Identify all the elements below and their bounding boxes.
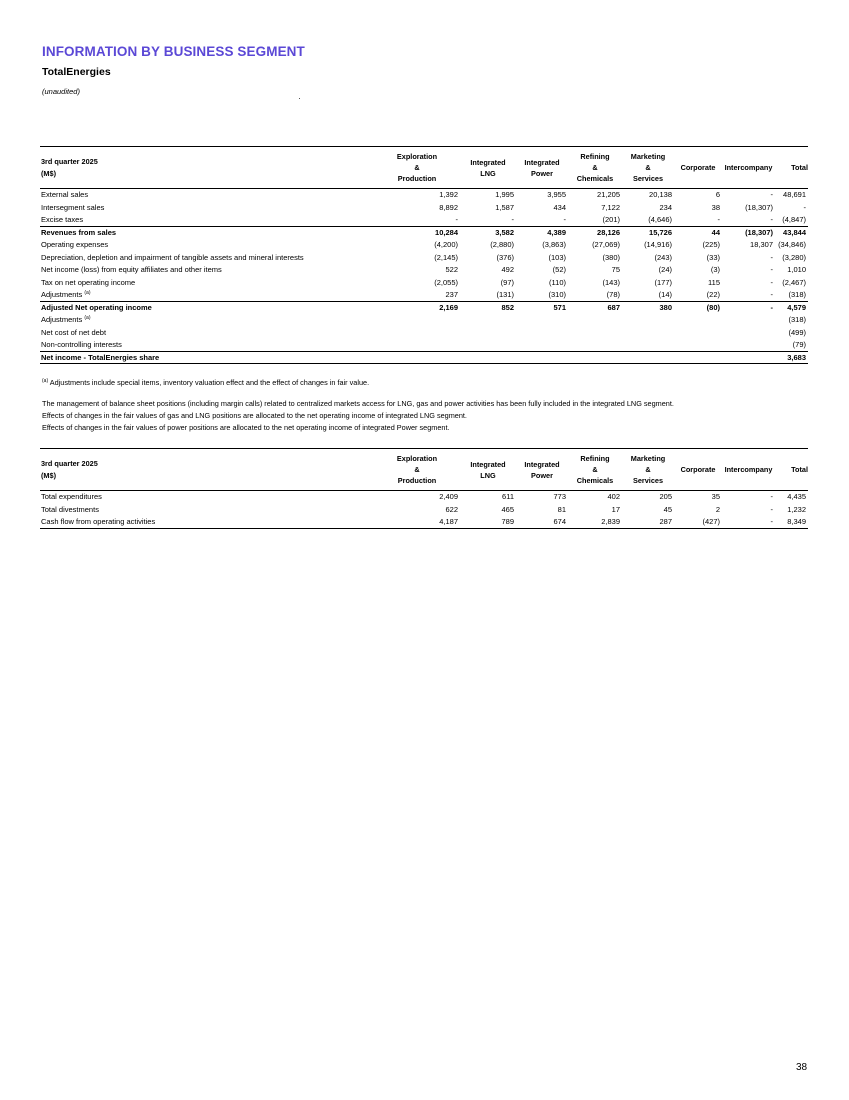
cell-value: (79) — [792, 339, 806, 349]
row-label-text: Total expenditures — [41, 492, 102, 502]
cell-value — [568, 326, 622, 339]
cell-value: 6 — [715, 190, 720, 200]
column-header-line: LNG — [480, 470, 496, 480]
cell-value — [516, 326, 568, 339]
cell-value: 402 — [607, 492, 620, 502]
cell-value: 611 — [502, 492, 514, 502]
cell-value: 380 — [622, 301, 674, 314]
cell-value: 17 — [611, 504, 620, 514]
cell-value: (3,280) — [782, 252, 806, 262]
column-header — [674, 147, 722, 189]
cell-value: (201) — [568, 214, 622, 227]
cell-value: 45 — [663, 504, 672, 514]
cell-value: 789 — [460, 516, 516, 529]
cell-value — [722, 326, 775, 339]
cell-value: 571 — [516, 301, 568, 314]
column-header-line: Marketing — [630, 454, 666, 463]
cell-value: 4,187 — [374, 516, 460, 529]
cell-value — [722, 339, 775, 352]
table-row — [40, 276, 808, 289]
column-header-line: Total — [791, 465, 808, 474]
column-header-line: Integrated — [470, 157, 506, 167]
table-row — [40, 351, 808, 364]
cell-value: 4,435 — [787, 492, 806, 502]
cell-value: (2,055) — [434, 277, 458, 287]
cell-value: (2,880) — [490, 240, 514, 249]
cell-value: 48,691 — [783, 190, 806, 200]
table-body — [40, 491, 808, 529]
cell-value: 38 — [711, 202, 720, 212]
column-header-line: Total — [791, 163, 808, 172]
row-label — [40, 264, 374, 277]
cell-value — [622, 314, 674, 327]
note-line: The management of balance sheet positions (including margin calls) related to centralized markets access for LNG, gas and power activities has been fully included in the integrated LNG segment. — [42, 399, 674, 408]
cell-value: (3,863) — [542, 240, 566, 249]
cell-value: 21,205 — [597, 190, 620, 200]
table-row — [40, 516, 808, 529]
cell-value: 852 — [460, 301, 516, 314]
cell-value: (24) — [658, 265, 672, 274]
cell-value: (380) — [602, 252, 620, 262]
cell-value: 2,409 — [439, 492, 458, 502]
table-header-row — [40, 449, 808, 491]
cell-value: (4,646) — [622, 214, 674, 227]
table-row — [40, 264, 808, 277]
column-header-line: Integrated — [470, 459, 506, 469]
column-header-line: Services — [632, 476, 664, 485]
cell-value: (4,847) — [775, 214, 808, 227]
cell-value: 687 — [568, 301, 622, 314]
table-row — [40, 301, 808, 314]
row-label-text: Excise taxes — [41, 214, 84, 224]
row-label — [40, 351, 374, 364]
cell-value: 8,892 — [439, 202, 458, 212]
row-label-text: Operating expenses — [41, 240, 109, 249]
cell-value — [674, 351, 722, 364]
cell-value: (27,069) — [592, 240, 620, 249]
column-header — [775, 449, 808, 491]
column-header-line: Intercompany — [724, 163, 773, 172]
cell-value — [568, 339, 622, 352]
cell-value — [516, 351, 568, 364]
cell-value: (18,307) — [722, 226, 775, 239]
cell-value: 492 — [501, 265, 514, 274]
cell-value: (143) — [602, 277, 620, 287]
table-row — [40, 326, 808, 339]
cell-value: - — [722, 516, 775, 529]
stray-dot — [299, 98, 300, 99]
row-label-text: External sales — [41, 190, 89, 200]
cell-value: 434 — [553, 202, 566, 212]
note-line: Effects of changes in the fair values of power positions are allocated to the net operating income of integrated Power segment. — [42, 423, 450, 432]
column-header-line: Power — [531, 168, 553, 178]
table-header-row — [40, 147, 808, 189]
cell-value: 18,307 — [750, 240, 773, 249]
column-header — [374, 449, 460, 491]
column-header — [622, 449, 674, 491]
cell-value: 35 — [711, 492, 720, 502]
column-header-line: Marketing — [630, 152, 666, 161]
column-header — [568, 449, 622, 491]
unaudited-note: (unaudited) — [42, 87, 80, 96]
cell-value: 3,582 — [460, 226, 516, 239]
column-header-line: Refining — [580, 454, 610, 463]
header-period — [40, 449, 374, 491]
row-label — [40, 326, 374, 339]
table-row — [40, 491, 808, 504]
row-label — [40, 314, 374, 327]
cell-value — [722, 314, 775, 327]
cell-value — [622, 351, 674, 364]
cell-value: (2,145) — [434, 252, 458, 262]
column-header-line: Refining — [580, 152, 610, 161]
cell-value: - — [770, 492, 773, 502]
cell-value — [374, 339, 460, 352]
cell-value: 3,683 — [775, 351, 808, 364]
cell-value — [460, 339, 516, 352]
cell-value: 1,587 — [495, 202, 514, 212]
cell-value: 20,138 — [649, 190, 672, 200]
column-header-line: Chemicals — [576, 476, 614, 485]
period-label: 3rd quarter 2025 — [41, 156, 98, 166]
footnote-marker: (a) — [84, 289, 91, 296]
cell-value: 1,392 — [439, 190, 458, 200]
cell-value — [622, 339, 674, 352]
cell-value: (225) — [702, 240, 720, 249]
column-header-line: & — [645, 465, 651, 474]
cell-value: (177) — [654, 277, 672, 287]
cell-value: 81 — [557, 504, 566, 514]
row-label — [40, 516, 374, 529]
cell-value: (4,200) — [434, 240, 458, 249]
row-label — [40, 214, 374, 227]
cell-value — [374, 314, 460, 327]
footnote-text: Adjustments include special items, inventory valuation effect and the effect of changes in fair value. — [49, 378, 370, 387]
table-row — [40, 339, 808, 352]
row-label — [40, 239, 374, 252]
cell-value — [460, 326, 516, 339]
cell-value — [722, 351, 775, 364]
row-label-text: Adjustments — [41, 315, 83, 324]
cell-value — [674, 314, 722, 327]
note-line: Effects of changes in the fair values of gas and LNG positions are allocated to the net operating income of integrated LNG segment. — [42, 411, 467, 420]
row-label-text: Non-controlling interests — [41, 339, 122, 349]
column-header-line: Integrated — [524, 459, 560, 469]
row-label-text: Net income (loss) from equity affiliates and other items — [41, 265, 222, 274]
cell-value — [460, 351, 516, 364]
period-label: 3rd quarter 2025 — [41, 458, 98, 468]
cell-value: 44 — [674, 226, 722, 239]
cell-value: 465 — [501, 504, 514, 514]
column-header — [722, 147, 775, 189]
row-label-text: Net cost of net debt — [41, 327, 107, 337]
column-header-line: Exploration — [396, 152, 438, 161]
cell-value: 2,839 — [568, 516, 622, 529]
column-header — [516, 449, 568, 491]
row-label-text: Tax on net operating income — [41, 277, 136, 287]
column-header-line: Integrated — [524, 157, 560, 167]
cell-value: (2,467) — [782, 277, 806, 287]
cell-value: (318) — [775, 289, 808, 302]
table-row — [40, 239, 808, 252]
cell-value: - — [770, 504, 773, 514]
cell-value: 773 — [553, 492, 566, 502]
cell-value: 287 — [622, 516, 674, 529]
cell-value: 2,169 — [374, 301, 460, 314]
table-row — [40, 314, 808, 327]
header-period — [40, 147, 374, 189]
column-header-line: Production — [397, 174, 437, 183]
row-label — [40, 276, 374, 289]
cell-value: (376) — [496, 252, 514, 262]
column-header-line: Exploration — [396, 454, 438, 463]
column-header — [516, 147, 568, 189]
cell-value — [516, 339, 568, 352]
cell-value: 75 — [611, 265, 620, 274]
column-header — [568, 147, 622, 189]
cell-value: - — [722, 289, 775, 302]
cell-value: 2 — [715, 504, 720, 514]
cell-value: (14,916) — [644, 240, 672, 249]
cell-value: (499) — [788, 327, 806, 337]
cell-value: (427) — [674, 516, 722, 529]
cell-value: (52) — [552, 265, 566, 274]
cell-value — [674, 339, 722, 352]
table-row — [40, 251, 808, 264]
page-title: INFORMATION BY BUSINESS SEGMENT — [42, 44, 305, 59]
column-header — [460, 449, 516, 491]
unit-label: (M$) — [41, 168, 56, 178]
cell-value: - — [460, 214, 516, 227]
column-header-line: Chemicals — [576, 174, 614, 183]
row-label — [40, 289, 374, 302]
row-label-text: Intersegment sales — [41, 202, 105, 212]
cell-value: (22) — [674, 289, 722, 302]
cell-value: 8,349 — [775, 516, 808, 529]
cell-value — [674, 326, 722, 339]
cell-value: (97) — [500, 277, 514, 287]
unit-label: (M$) — [41, 470, 56, 480]
cell-value: - — [516, 214, 568, 227]
column-header-line: Corporate — [680, 163, 716, 172]
cell-value — [568, 314, 622, 327]
row-label-text: Total divestments — [41, 504, 99, 514]
cell-value: 4,389 — [516, 226, 568, 239]
cell-value: 43,844 — [775, 226, 808, 239]
cell-value: 15,726 — [622, 226, 674, 239]
column-header — [722, 449, 775, 491]
row-label — [40, 189, 374, 202]
row-label-text: Net income - TotalEnergies share — [41, 352, 160, 362]
cell-value: - — [722, 214, 775, 227]
page-number: 38 — [796, 1062, 808, 1073]
cell-value: (34,846) — [778, 240, 806, 249]
cell-value: - — [770, 190, 773, 200]
cell-value: (310) — [516, 289, 568, 302]
cell-value: (14) — [622, 289, 674, 302]
row-label — [40, 301, 374, 314]
segment-results-table — [40, 146, 808, 364]
column-header — [674, 449, 722, 491]
column-header — [374, 147, 460, 189]
notes-section — [42, 375, 674, 434]
column-header — [622, 147, 674, 189]
cell-value: 674 — [516, 516, 568, 529]
table-row — [40, 201, 808, 214]
cell-value: 115 — [708, 277, 720, 287]
column-header — [775, 147, 808, 189]
table-row — [40, 226, 808, 239]
row-label-text: Depreciation, depletion and impairment of tangible assets and mineral interests — [41, 252, 304, 262]
cell-value: - — [803, 202, 806, 212]
column-header-line: & — [645, 163, 651, 172]
column-header-line: & — [414, 163, 420, 172]
cell-value: (110) — [549, 277, 566, 287]
cell-value: 7,122 — [601, 202, 620, 212]
footnote-marker: (a) — [84, 315, 91, 321]
table-row — [40, 189, 808, 202]
cell-value: 1,995 — [495, 190, 514, 200]
cell-value: 237 — [374, 289, 460, 302]
row-label — [40, 339, 374, 352]
cell-value: 3,955 — [547, 190, 566, 200]
cell-value: - — [674, 214, 722, 227]
footnote — [42, 375, 674, 389]
table-row — [40, 503, 808, 516]
table-body — [40, 189, 808, 364]
company-name: TotalEnergies — [42, 66, 111, 78]
column-header-line: Production — [397, 476, 437, 485]
cell-value — [622, 326, 674, 339]
row-label — [40, 251, 374, 264]
cell-value: - — [722, 301, 775, 314]
cell-value: 1,232 — [787, 504, 806, 514]
cell-value: (103) — [548, 252, 566, 262]
cell-value: (78) — [568, 289, 622, 302]
column-header — [460, 147, 516, 189]
cell-value: (3) — [710, 265, 720, 274]
row-label-text: Adjusted Net operating income — [41, 302, 152, 312]
cell-value: 1,010 — [787, 265, 806, 274]
column-header-line: & — [592, 163, 598, 172]
row-label-text: Adjustments — [41, 289, 83, 299]
cell-value: - — [770, 252, 773, 262]
cell-value — [374, 326, 460, 339]
cell-value — [460, 314, 516, 327]
cell-value: 28,126 — [568, 226, 622, 239]
cell-value: (131) — [460, 289, 516, 302]
cell-value — [374, 351, 460, 364]
column-header-line: Corporate — [680, 465, 716, 474]
column-header-line: LNG — [480, 168, 496, 178]
table-row — [40, 214, 808, 227]
table-row — [40, 289, 808, 302]
cell-value: 205 — [659, 492, 672, 502]
segment-cashflow-table — [40, 448, 808, 529]
cell-value: (318) — [788, 315, 806, 324]
column-header-line: Services — [632, 174, 664, 183]
cell-value: (18,307) — [745, 202, 773, 212]
column-header-line: Power — [531, 470, 553, 480]
row-label-text: Revenues from sales — [41, 227, 117, 237]
cell-value: 10,284 — [374, 226, 460, 239]
cell-value: (80) — [674, 301, 722, 314]
cell-value: 234 — [659, 202, 672, 212]
cell-value — [516, 314, 568, 327]
cell-value: - — [374, 214, 460, 227]
cell-value: (33) — [706, 252, 720, 262]
row-label — [40, 226, 374, 239]
row-label — [40, 201, 374, 214]
cell-value: (243) — [654, 252, 672, 262]
cell-value — [568, 351, 622, 364]
cell-value: - — [770, 277, 773, 287]
cell-value: 4,579 — [775, 301, 808, 314]
cell-value: 622 — [445, 504, 458, 514]
column-header-line: & — [414, 465, 420, 474]
footnote-marker: (a) — [42, 378, 49, 384]
column-header-line: & — [592, 465, 598, 474]
column-header-line: Intercompany — [724, 465, 773, 474]
row-label — [40, 491, 374, 504]
cell-value: 522 — [445, 265, 458, 274]
cell-value: - — [770, 265, 773, 274]
row-label-text: Cash flow from operating activities — [41, 516, 156, 526]
row-label — [40, 503, 374, 516]
